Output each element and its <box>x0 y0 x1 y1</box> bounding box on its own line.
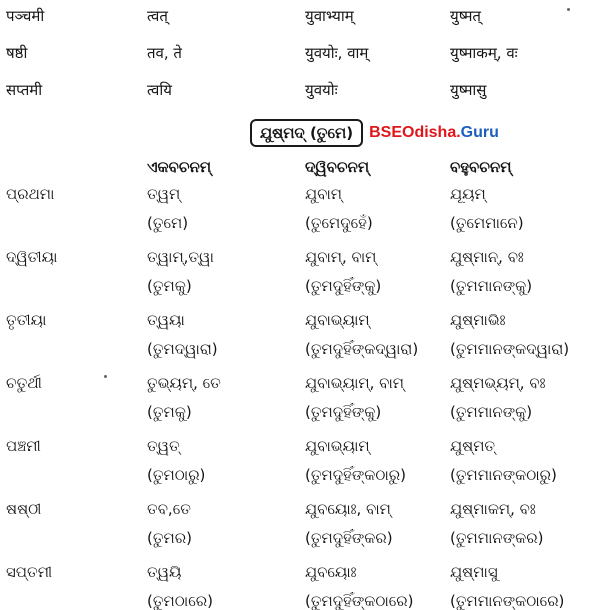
meaning-dual: (ତୁମଦୁହିଁଙ୍କଠାରେ) <box>305 592 414 610</box>
meaning-singular: (ତୁମଠାରୁ) <box>147 466 206 484</box>
case-label: ପ୍ରଥମା <box>6 185 55 203</box>
form-singular: ତ୍ୱମ୍ <box>147 185 181 203</box>
case-label: ଷଷ୍ଠୀ <box>6 500 42 518</box>
meaning-dual: (ତୁମେଦୁହେଁ) <box>305 214 373 232</box>
meaning-singular: (ତୁମକୁ) <box>147 277 192 295</box>
form-singular: त्वयि <box>147 81 172 99</box>
form-singular: ତ୍ୱୟା <box>147 311 185 329</box>
section-title: ଯୁଷ୍ମଦ୍ (ତୁମେ) <box>250 119 363 147</box>
meaning-plural: (ତୁମମାନଙ୍କୁ) <box>450 403 533 421</box>
form-plural: ଯୁଷ୍ମାକମ୍, ବଃ <box>450 500 536 518</box>
form-plural: ଯୁଷ୍ମାସୁ <box>450 563 498 581</box>
form-singular: ତ୍ୱାମ୍,ତ୍ୱା <box>147 248 214 266</box>
scan-speck <box>567 8 570 11</box>
form-singular: ତୁଭ୍ୟମ୍, ତେ <box>147 374 221 392</box>
meaning-dual: (ତୁମଦୁହିଁଙ୍କୁ) <box>305 277 382 295</box>
form-plural: ଯୁଷ୍ମାଭିଃ <box>450 311 506 329</box>
case-label: ସପ୍ତମୀ <box>6 563 53 581</box>
form-singular: तव, ते <box>147 44 182 62</box>
form-singular: ତ୍ୱତ୍ <box>147 437 180 455</box>
case-label: सप्तमी <box>6 81 43 99</box>
meaning-dual: (ତୁମଦୁହିଁଙ୍କଦ୍ୱାରା) <box>305 340 419 358</box>
meaning-singular: (ତୁମେ) <box>147 214 189 232</box>
header-plural: ବହୁବଚନମ୍ <box>450 158 512 176</box>
form-plural: ଯୂୟମ୍ <box>450 185 486 203</box>
case-label: ଚତୁର୍ଥୀ <box>6 374 42 392</box>
form-dual: ଯୁବୟୋଃ, ବାମ୍ <box>305 500 391 518</box>
case-label: ପଞ୍ଚମୀ <box>6 437 41 455</box>
brand-watermark <box>369 124 499 142</box>
form-plural: ଯୁଷ୍ମାନ୍, ବଃ <box>450 248 524 266</box>
scan-speck <box>104 375 107 378</box>
case-label: षष्ठी <box>6 44 28 62</box>
header-dual: ଦ୍ୱିବଚନମ୍ <box>305 158 370 176</box>
meaning-plural: (ତୁମମାନଙ୍କଠାରୁ) <box>450 466 557 484</box>
case-label: ଦ୍ୱିତୀୟା <box>6 248 58 266</box>
meaning-plural: (ତୁମମାନଙ୍କୁ) <box>450 277 533 295</box>
form-dual: ଯୁବାମ୍, ବାମ୍ <box>305 248 377 266</box>
header-singular: ଏକବଚନମ୍ <box>147 158 212 176</box>
form-plural: ଯୁଷ୍ମଭ୍ୟମ୍, ବଃ <box>450 374 546 392</box>
meaning-dual: (ତୁମଦୁହିଁଙ୍କୁ) <box>305 403 382 421</box>
form-singular: ତ୍ୱୟି <box>147 563 182 581</box>
form-dual: युवाभ्याम् <box>305 7 354 25</box>
brand-part-2: Guru <box>460 124 499 141</box>
form-plural: ଯୁଷ୍ମତ୍ <box>450 437 496 455</box>
form-dual: युवयोः <box>305 81 338 99</box>
meaning-dual: (ତୁମଦୁହିଁଙ୍କଠାରୁ) <box>305 466 406 484</box>
form-dual: ଯୁବାଭ୍ୟାମ୍ <box>305 311 370 329</box>
case-label: पञ्चमी <box>6 7 45 25</box>
meaning-plural: (ତୁମେମାନେ) <box>450 214 524 232</box>
form-dual: ଯୁବାଭ୍ୟାମ୍ <box>305 437 370 455</box>
form-dual: ଯୁବାଭ୍ୟାମ୍, ବାମ୍ <box>305 374 404 392</box>
meaning-plural: (ତୁମମାନଙ୍କର) <box>450 529 544 547</box>
form-dual: ଯୁବୟୋଃ <box>305 563 357 581</box>
meaning-dual: (ତୁମଦୁହିଁଙ୍କର) <box>305 529 393 547</box>
meaning-singular: (ତୁମର) <box>147 529 192 547</box>
form-dual: ଯୁବାମ୍ <box>305 185 342 203</box>
meaning-plural: (ତୁମମାନଙ୍କଠାରେ) <box>450 592 565 610</box>
brand-part-1: BSEOdisha. <box>369 124 461 141</box>
form-plural: युष्माकम्, वः <box>450 44 518 62</box>
meaning-singular: (ତୁମକୁ) <box>147 403 192 421</box>
form-singular: ତବ,ତେ <box>147 500 191 518</box>
form-dual: युवयोः, वाम् <box>305 44 369 62</box>
meaning-singular: (ତୁମଦ୍ୱାରା) <box>147 340 218 358</box>
meaning-singular: (ତୁମଠାରେ) <box>147 592 213 610</box>
form-plural: युष्मत् <box>450 7 481 25</box>
form-plural: युष्मासु <box>450 81 487 99</box>
section-heading <box>250 119 499 147</box>
case-label: ତୃତୀୟା <box>6 311 47 329</box>
form-singular: त्वत् <box>147 7 168 25</box>
meaning-plural: (ତୁମମାନଙ୍କଦ୍ୱାରା) <box>450 340 570 358</box>
